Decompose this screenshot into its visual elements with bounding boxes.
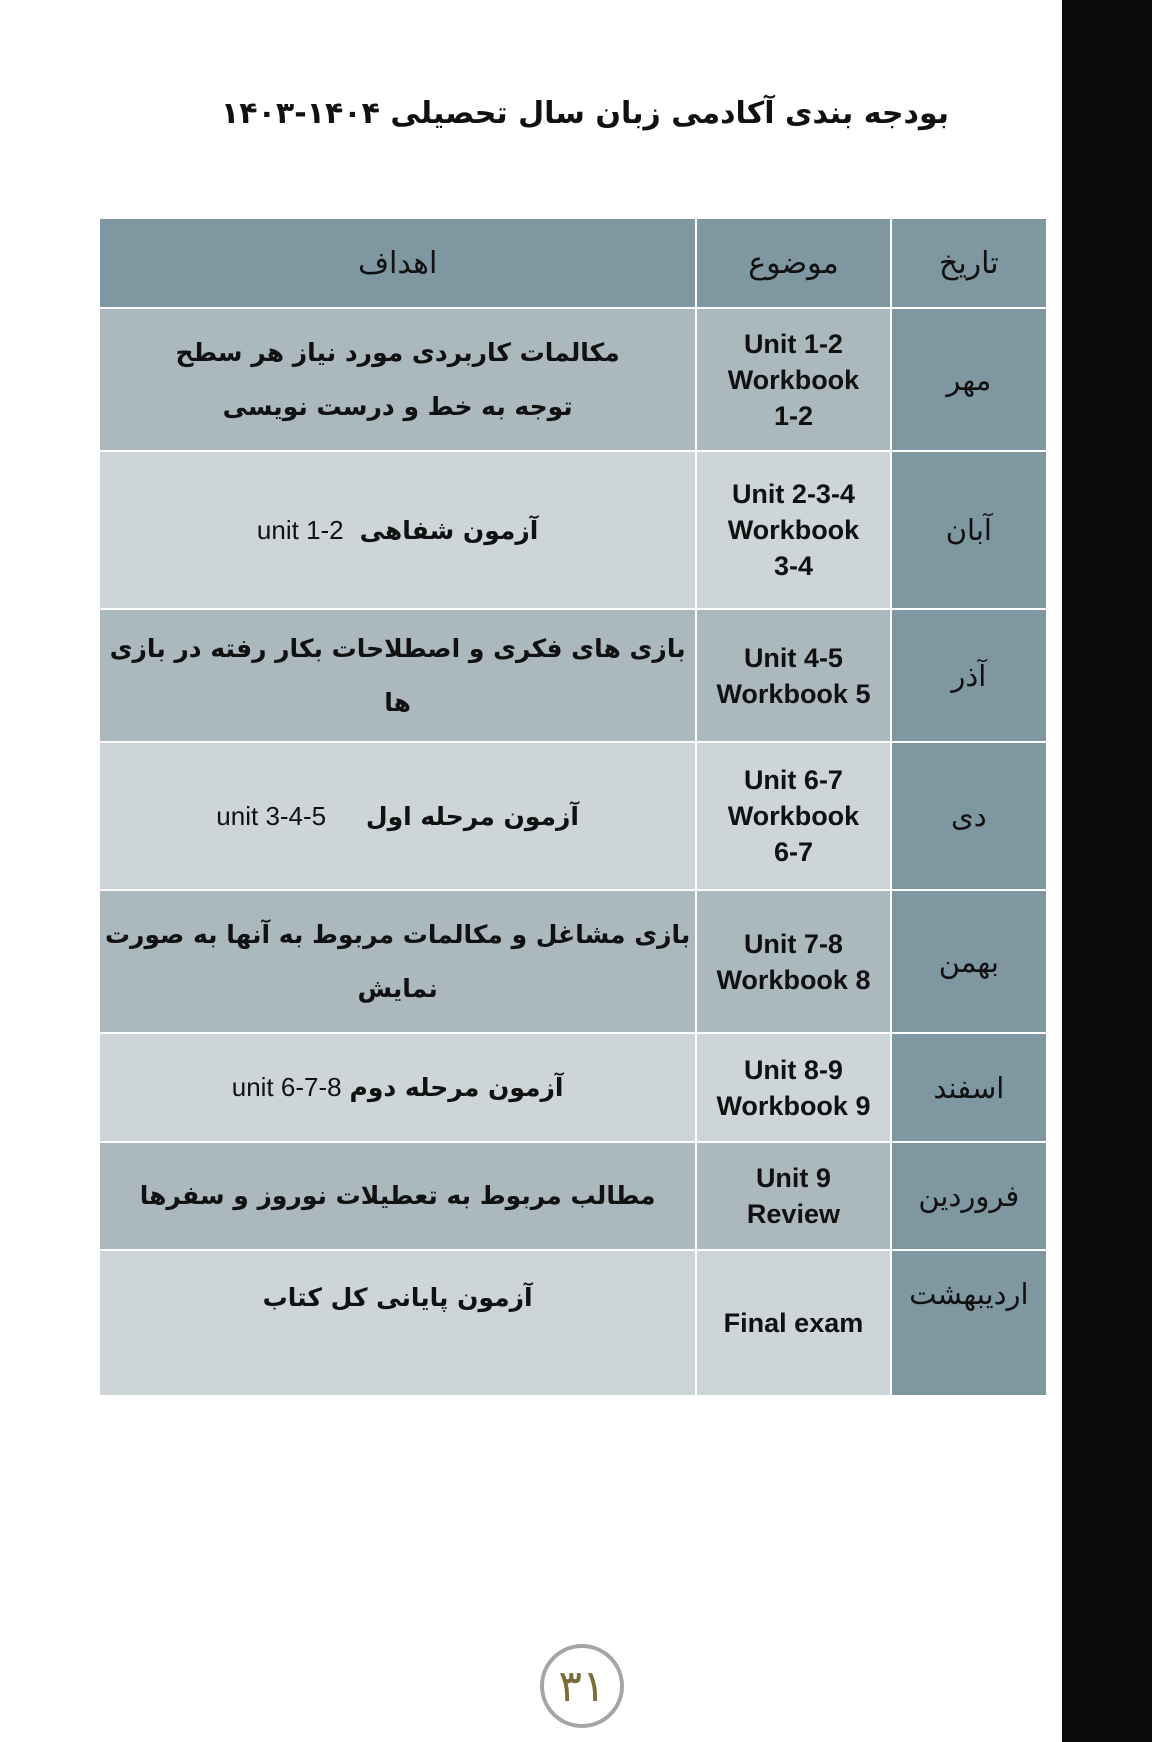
goal-cell	[99, 308, 696, 451]
table-row	[99, 308, 1047, 451]
topic-line: Unit 9	[755, 1163, 831, 1193]
topic-cell	[696, 1250, 890, 1396]
topic-line: Unit 2-3-4	[731, 479, 855, 509]
topic-line: Final exam	[723, 1308, 864, 1338]
goal-cell	[99, 742, 696, 890]
topic-line: Workbook	[727, 515, 860, 545]
goal-text: آزمون شفاهی	[359, 515, 539, 545]
topic-line: Unit 4-5	[743, 642, 843, 673]
table-row	[99, 1250, 1047, 1396]
topic-line: Unit 1-2	[743, 328, 843, 359]
header-date: تاریخ	[891, 218, 1047, 308]
table-header-row	[99, 218, 1047, 308]
topic-line: Unit 7-8	[743, 928, 843, 959]
right-edge-bar	[1062, 0, 1152, 1742]
page-title: بودجه بندی آکادمی زبان سال تحصیلی ۱۴۰۴-۱۴۰۳	[220, 96, 950, 131]
table-row	[99, 890, 1047, 1033]
goal-cell	[99, 1142, 696, 1250]
topic-line: Workbook 5	[716, 678, 871, 709]
goal-cell	[99, 1033, 696, 1142]
date-cell: بهمن	[891, 890, 1047, 1033]
goal-cell	[99, 890, 696, 1033]
goal-units: unit 3-4-5	[216, 800, 327, 831]
goal-cell	[99, 451, 696, 609]
table-row	[99, 609, 1047, 742]
goal-text: مطالب مربوط به تعطیلات نوروز و سفرها	[139, 1181, 656, 1210]
topic-line: Workbook	[727, 364, 860, 395]
budget-table	[98, 217, 1048, 1397]
goal-text: بازی های فکری و اصطلاحات بکار رفته در بازی ها	[109, 633, 686, 717]
date-cell: آبان	[891, 451, 1047, 609]
topic-cell	[696, 609, 890, 742]
topic-line: Unit 8-9	[743, 1054, 843, 1085]
topic-cell	[696, 1033, 890, 1142]
goal-cell	[99, 1250, 696, 1396]
topic-line: Review	[746, 1199, 840, 1229]
date-cell: اردیبهشت	[891, 1250, 1047, 1396]
goal-text: آزمون پایانی کل کتاب	[262, 1283, 533, 1312]
goal-units: unit 6-7-8	[231, 1072, 342, 1102]
topic-line: Workbook 8	[716, 964, 871, 995]
topic-cell	[696, 1142, 890, 1250]
topic-cell	[696, 742, 890, 890]
topic-line: 3-4	[773, 551, 813, 581]
date-cell: دی	[891, 742, 1047, 890]
date-cell: مهر	[891, 308, 1047, 451]
header-topic: موضوع	[696, 218, 890, 308]
table-row	[99, 1142, 1047, 1250]
topic-line: 6-7	[773, 837, 813, 867]
goal-cell	[99, 609, 696, 742]
topic-line: 1-2	[773, 400, 813, 431]
topic-line: Unit 6-7	[743, 765, 843, 795]
topic-line: Workbook	[727, 801, 860, 831]
goal-text: آزمون مرحله اول	[365, 801, 579, 831]
goal-text-2: توجه به خط و درست نویسی	[222, 391, 573, 421]
topic-cell	[696, 308, 890, 451]
goal-text: آزمون مرحله دوم	[349, 1073, 564, 1102]
table-row	[99, 451, 1047, 609]
goal-units: unit 1-2	[256, 514, 344, 545]
date-cell: فروردین	[891, 1142, 1047, 1250]
goal-text-2: نمایش	[357, 973, 438, 1003]
goal-text: مکالمات کاربردی مورد نیاز هر سطح	[175, 337, 620, 367]
table-row	[99, 742, 1047, 890]
date-cell: آذر	[891, 609, 1047, 742]
date-cell: اسفند	[891, 1033, 1047, 1142]
header-goals: اهداف	[99, 218, 696, 308]
table-row	[99, 1033, 1047, 1142]
goal-text: بازی مشاغل و مکالمات مربوط به آنها به صورت	[104, 919, 691, 949]
topic-cell	[696, 890, 890, 1033]
page-number: ۳۱	[540, 1644, 624, 1728]
topic-cell	[696, 451, 890, 609]
topic-line: Workbook 9	[716, 1090, 871, 1121]
